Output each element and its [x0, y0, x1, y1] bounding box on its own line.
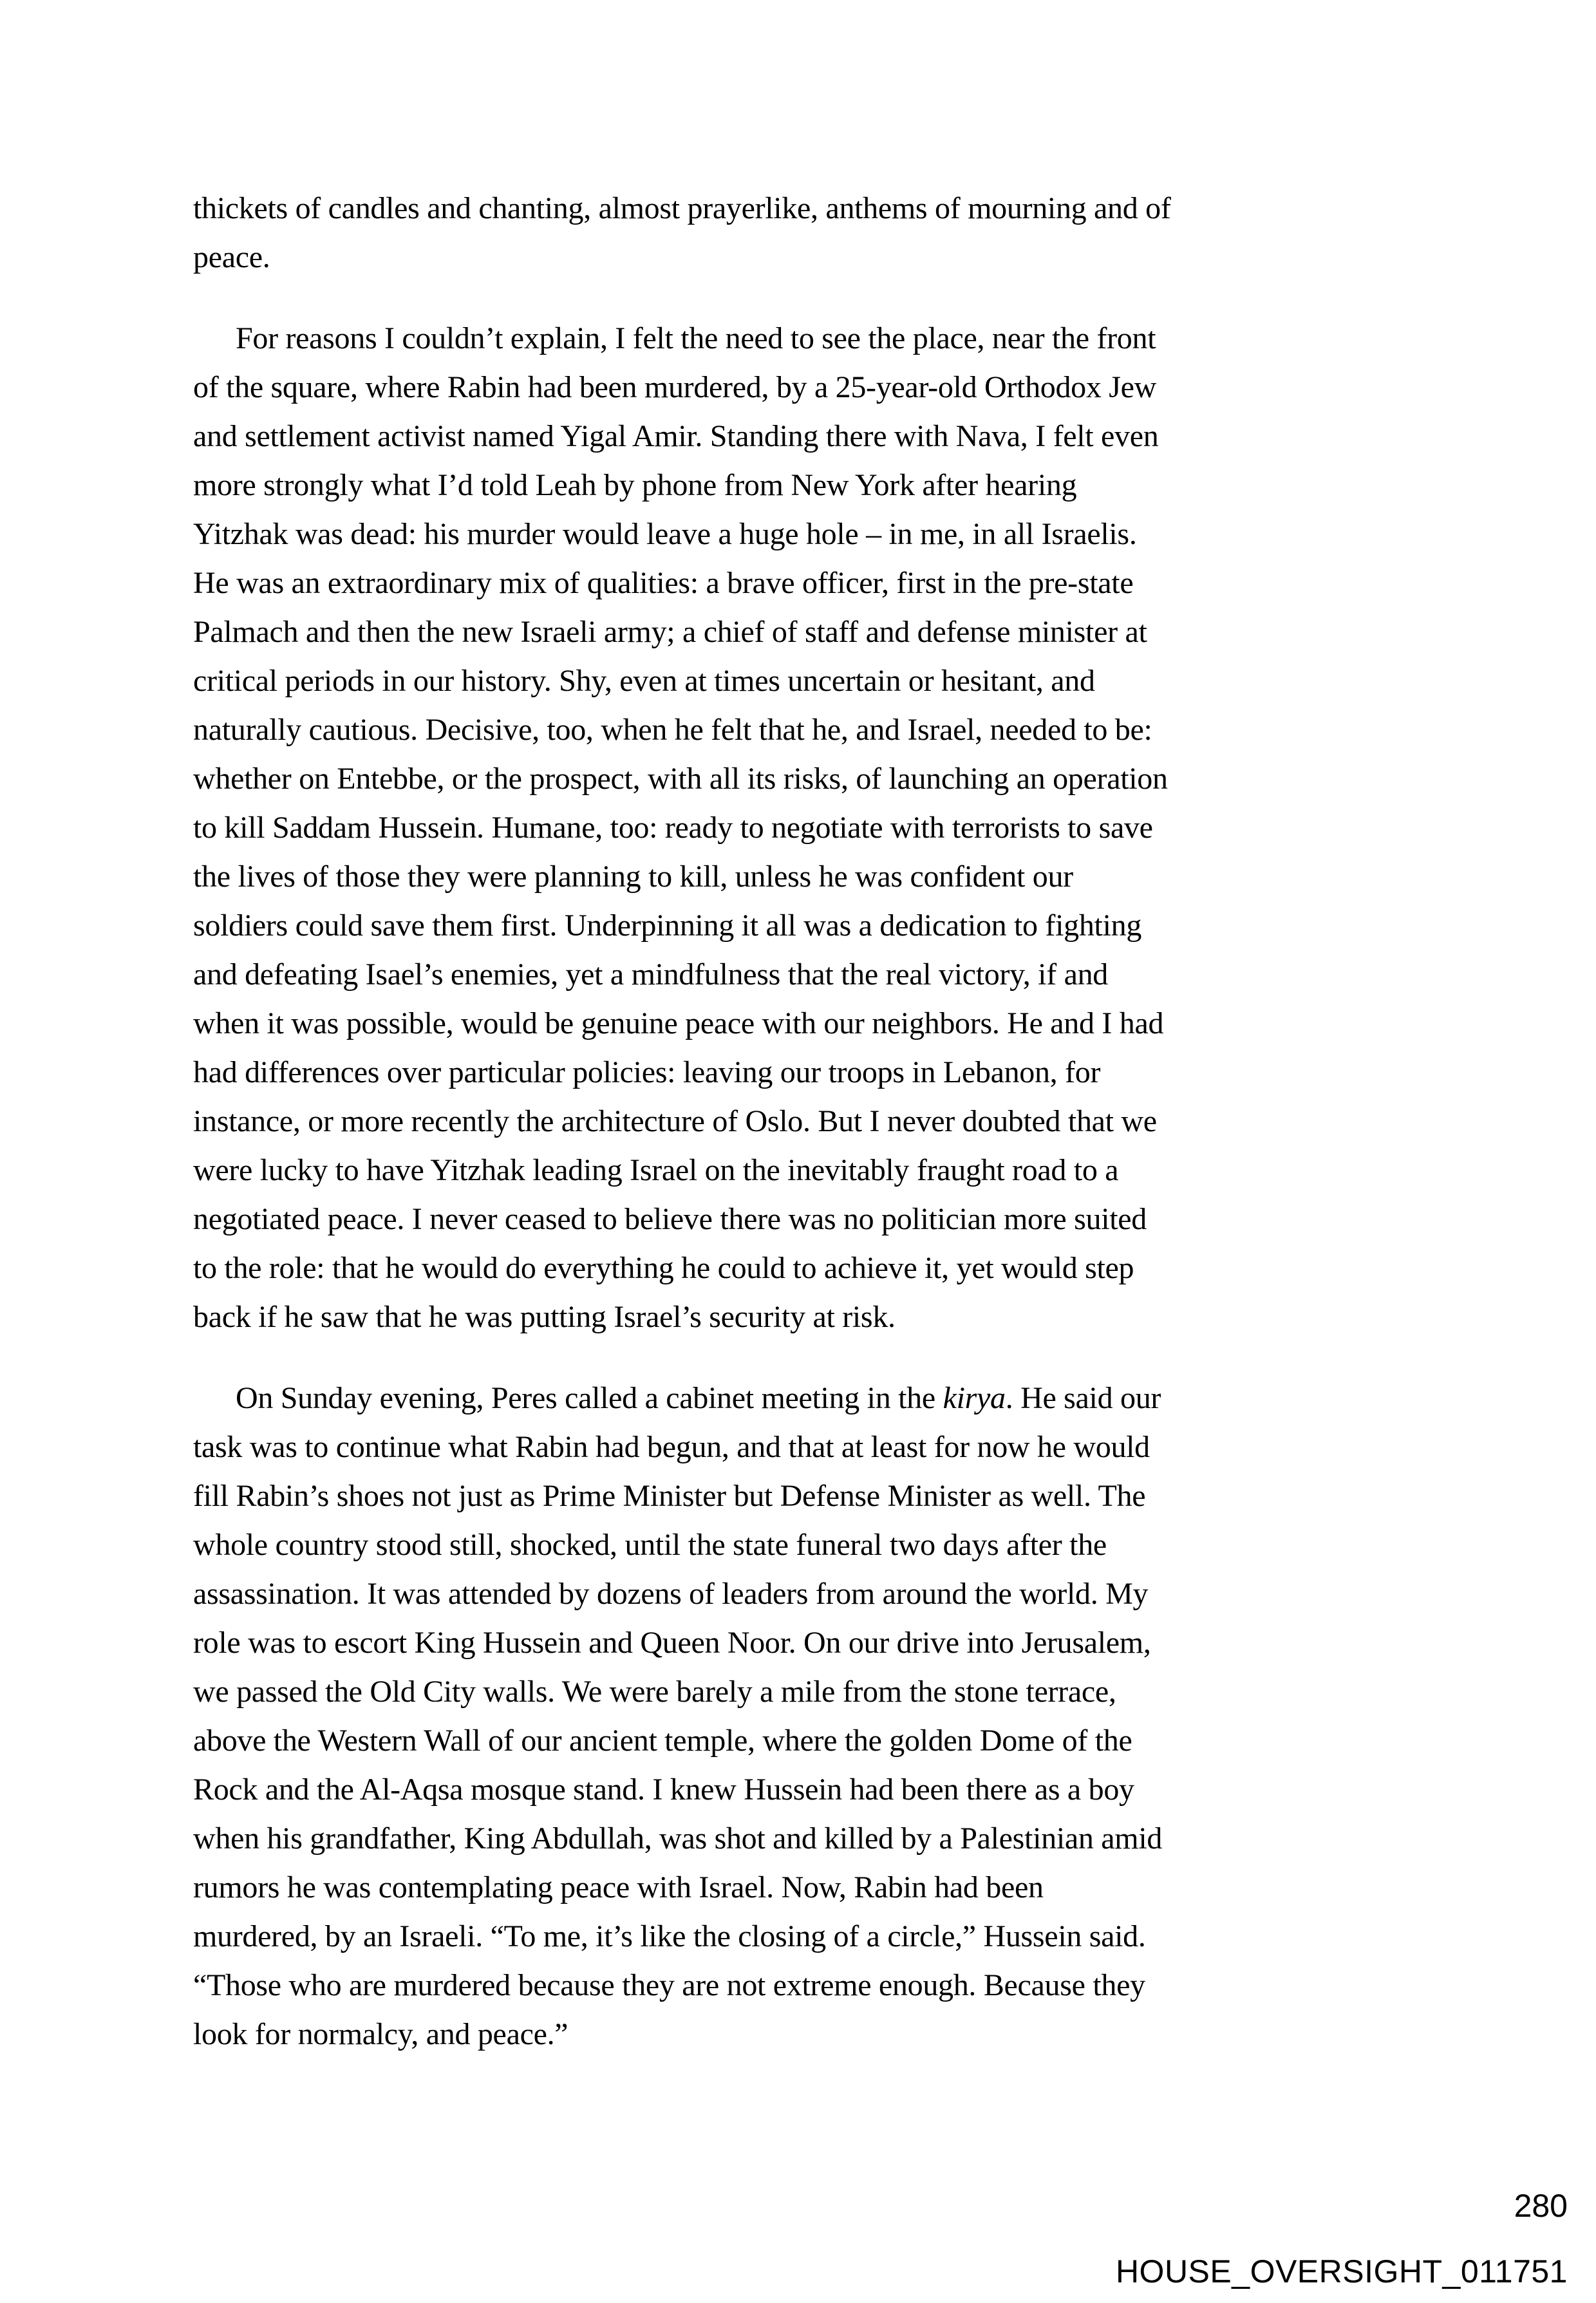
paragraph — [193, 314, 1436, 1342]
text-line: and defeating Isael’s enemies, yet a mindfulness that the real victory, if and — [193, 957, 1108, 992]
text-line: of the square, where Rabin had been murdered, by a 25-year-old Orthodox Jew — [193, 370, 1157, 404]
text-line: For reasons I couldn’t explain, I felt the need to see the place, near the front — [236, 321, 1156, 355]
text-line: whether on Entebbe, or the prospect, with all its risks, of launching an operation — [193, 762, 1168, 796]
text-line: instance, or more recently the architecture of Oslo. But I never doubted that we — [193, 1104, 1157, 1138]
text-line: to kill Saddam Hussein. Humane, too: ready to negotiate with terrorists to save — [193, 811, 1153, 845]
text-line: Palmach and then the new Israeli army; a chief of staff and defense minister at — [193, 615, 1147, 649]
paragraph — [193, 1374, 1436, 2059]
text-line: rumors he was contemplating peace with Israel. Now, Rabin had been — [193, 1870, 1044, 1904]
body-text — [193, 184, 1436, 2059]
text-line: He was an extraordinary mix of qualities: a brave officer, first in the pre-state — [193, 566, 1134, 600]
text-line: thickets of candles and chanting, almost prayerlike, anthems of mourning and of — [193, 191, 1171, 225]
text-line — [193, 1374, 1436, 1423]
text-line: above the Western Wall of our ancient temple, where the golden Dome of the — [193, 1724, 1132, 1758]
text-line: back if he saw that he was putting Israel’s security at risk. — [193, 1300, 896, 1334]
text-line: the lives of those they were planning to kill, unless he was confident our — [193, 860, 1073, 894]
text-line: murdered, by an Israeli. “To me, it’s like the closing of a circle,” Hussein said. — [193, 1919, 1146, 1953]
text-line: negotiated peace. I never ceased to believe there was no politician more suited — [193, 1202, 1147, 1236]
text-line: were lucky to have Yitzhak leading Israel on the inevitably fraught road to a — [193, 1153, 1119, 1187]
text-line: when his grandfather, King Abdullah, was shot and killed by a Palestinian amid — [193, 1821, 1163, 1856]
text-line: peace. — [193, 240, 270, 274]
text-line: naturally cautious. Decisive, too, when he felt that he, and Israel, needed to be: — [193, 713, 1152, 747]
text-line: role was to escort King Hussein and Queen Noor. On our drive into Jerusalem, — [193, 1626, 1151, 1660]
text-line: when it was possible, would be genuine peace with our neighbors. He and I had — [193, 1006, 1164, 1040]
text-line: assassination. It was attended by dozens of leaders from around the world. My — [193, 1577, 1149, 1611]
italic-term: kirya — [943, 1381, 1006, 1415]
text-line: task was to continue what Rabin had begun, and that at least for now he would — [193, 1430, 1150, 1464]
text-line: soldiers could save them first. Underpinning it all was a dedication to fighting — [193, 908, 1142, 943]
text-line: and settlement activist named Yigal Amir. Standing there with Nava, I felt even — [193, 419, 1159, 453]
text-line: whole country stood still, shocked, until the state funeral two days after the — [193, 1528, 1107, 1562]
page-number: 280 — [1514, 2188, 1568, 2224]
bates-stamp: HOUSE_OVERSIGHT_011751 — [1115, 2253, 1568, 2289]
text-line: more strongly what I’d told Leah by phone from New York after hearing — [193, 468, 1077, 502]
text-line: look for normalcy, and peace.” — [193, 2017, 568, 2051]
text-line: to the role: that he would do everything he could to achieve it, yet would step — [193, 1251, 1134, 1285]
text-line: Rock and the Al-Aqsa mosque stand. I knew Hussein had been there as a boy — [193, 1772, 1134, 1807]
text-line: “Those who are murdered because they are not extreme enough. Because they — [193, 1968, 1145, 2002]
text-line: fill Rabin’s shoes not just as Prime Minister but Defense Minister as well. The — [193, 1479, 1146, 1513]
text-run: On Sunday evening, Peres called a cabinet meeting in the — [236, 1381, 943, 1415]
text-line: Yitzhak was dead: his murder would leave a huge hole – in me, in all Israelis. — [193, 517, 1137, 551]
text-line: critical periods in our history. Shy, even at times uncertain or hesitant, and — [193, 664, 1095, 698]
text-line: we passed the Old City walls. We were barely a mile from the stone terrace, — [193, 1675, 1116, 1709]
text-run: . He said our — [1005, 1381, 1161, 1415]
paragraph — [193, 184, 1436, 282]
text-line: had differences over particular policies: leaving our troops in Lebanon, for — [193, 1055, 1101, 1089]
